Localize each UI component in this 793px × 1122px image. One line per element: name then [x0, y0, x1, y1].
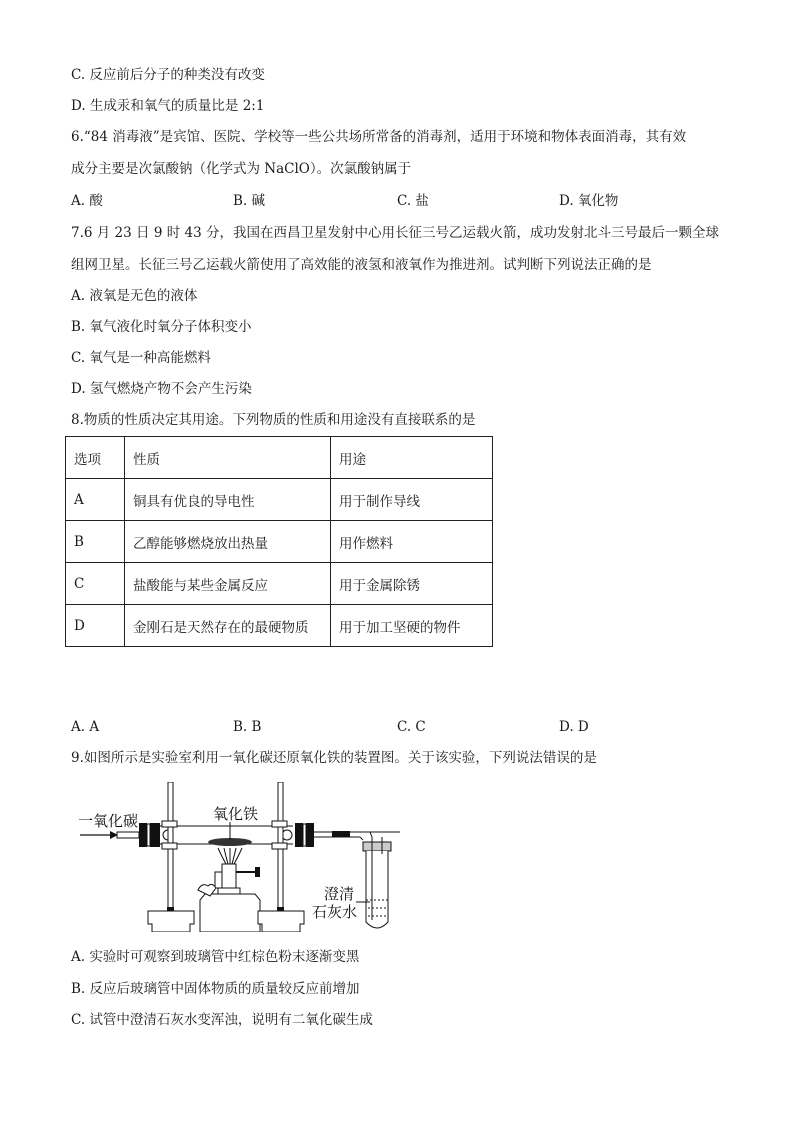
table-cell: 用于金属除锈 [331, 563, 493, 605]
left-iron-stand [148, 782, 194, 932]
q9-option-b: B. 反应后玻璃管中固体物质的质量较反应前增加 [71, 981, 360, 997]
table-cell: 乙醇能够燃烧放出热量 [125, 521, 331, 563]
table-row [66, 605, 493, 647]
table-cell: 金刚石是天然存在的最硬物质 [125, 605, 331, 647]
table-cell: B [66, 521, 125, 563]
test-tube-limewater [356, 837, 391, 928]
table-header-cell: 选项 [66, 437, 125, 479]
table-cell: D [66, 605, 125, 647]
table-row [66, 479, 493, 521]
q9-stem: 9.如图所示是实验室利用一氧化碳还原氧化铁的装置图。关于该实验，下列说法错误的是 [71, 750, 597, 766]
table-cell: 用于加工坚硬的物件 [331, 605, 493, 647]
q8-table [65, 436, 493, 647]
q6-option-a: A. 酸 [71, 193, 103, 209]
q6-stem-line1: 6.“84 消毒液”是宾馆、医院、学校等一些公共场所常备的消毒剂，适用于环境和物体表面消毒，其有效 [71, 129, 687, 145]
q7-option-a: A. 液氧是无色的液体 [71, 288, 198, 304]
label-clear-limewater-1: 澄清 [324, 885, 355, 903]
q6-option-c: C. 盐 [397, 193, 429, 209]
table-row [66, 563, 493, 605]
q9-option-a: A. 实验时可观察到玻璃管中红棕色粉末逐渐变黑 [71, 949, 360, 965]
q8-option-b: B. B [233, 719, 262, 735]
table-header-cell: 用途 [331, 437, 493, 479]
table-cell: 铜具有优良的导电性 [125, 479, 331, 521]
q8-stem: 8.物质的性质决定其用途。下列物质的性质和用途没有直接联系的是 [71, 412, 476, 428]
q8-option-c: C. C [397, 719, 426, 735]
q5-option-d: D. 生成汞和氧气的质量比是 2:1 [71, 98, 265, 114]
q8-option-d: D. D [559, 719, 589, 735]
table-cell: 用作燃料 [331, 521, 493, 563]
table-cell: 用于制作导线 [331, 479, 493, 521]
q6-option-d: D. 氧化物 [559, 193, 619, 209]
q7-option-c: C. 氧气是一种高能燃料 [71, 350, 211, 366]
table-header-row [66, 437, 493, 479]
q6-option-b: B. 碱 [233, 193, 266, 209]
q7-stem-line2: 组网卫星。长征三号乙运载火箭使用了高效能的液氢和液氧作为推进剂。试判断下列说法正确的是 [71, 257, 652, 273]
q7-option-b: B. 氧气液化时氧分子体积变小 [71, 319, 252, 335]
label-clear-limewater-2: 石灰水 [312, 903, 358, 921]
table-cell: A [66, 479, 125, 521]
q9-option-c: C. 试管中澄清石灰水变浑浊，说明有二氧化碳生成 [71, 1012, 373, 1028]
q7-option-d: D. 氢气燃烧产物不会产生污染 [71, 381, 252, 397]
table-cell: 盐酸能与某些金属反应 [125, 563, 331, 605]
table-header-cell: 性质 [125, 437, 331, 479]
table-cell: C [66, 563, 125, 605]
arrow-icon [80, 831, 118, 839]
outlet-tube [314, 831, 400, 840]
q5-option-c: C. 反应前后分子的种类没有改变 [71, 67, 265, 83]
right-iron-stand [258, 782, 304, 932]
q7-stem-line1: 7.6 月 23 日 9 时 43 分，我国在西昌卫星发射中心用长征三号乙运载火箭，成功发射北斗三号最后一颗全球 [71, 225, 719, 241]
flame-icon [218, 848, 242, 864]
q8-option-a: A. A [71, 719, 100, 735]
co-reduction-apparatus-diagram [70, 782, 410, 932]
table-row [66, 521, 493, 563]
label-iron-oxide: 氧化铁 [213, 805, 259, 823]
label-carbon-monoxide: 一氧化碳 [78, 812, 139, 830]
inlet-tube [117, 832, 139, 838]
q6-stem-line2: 成分主要是次氯酸钠（化学式为 NaClO）。次氯酸钠属于 [71, 161, 412, 177]
alcohol-burner [198, 864, 260, 932]
